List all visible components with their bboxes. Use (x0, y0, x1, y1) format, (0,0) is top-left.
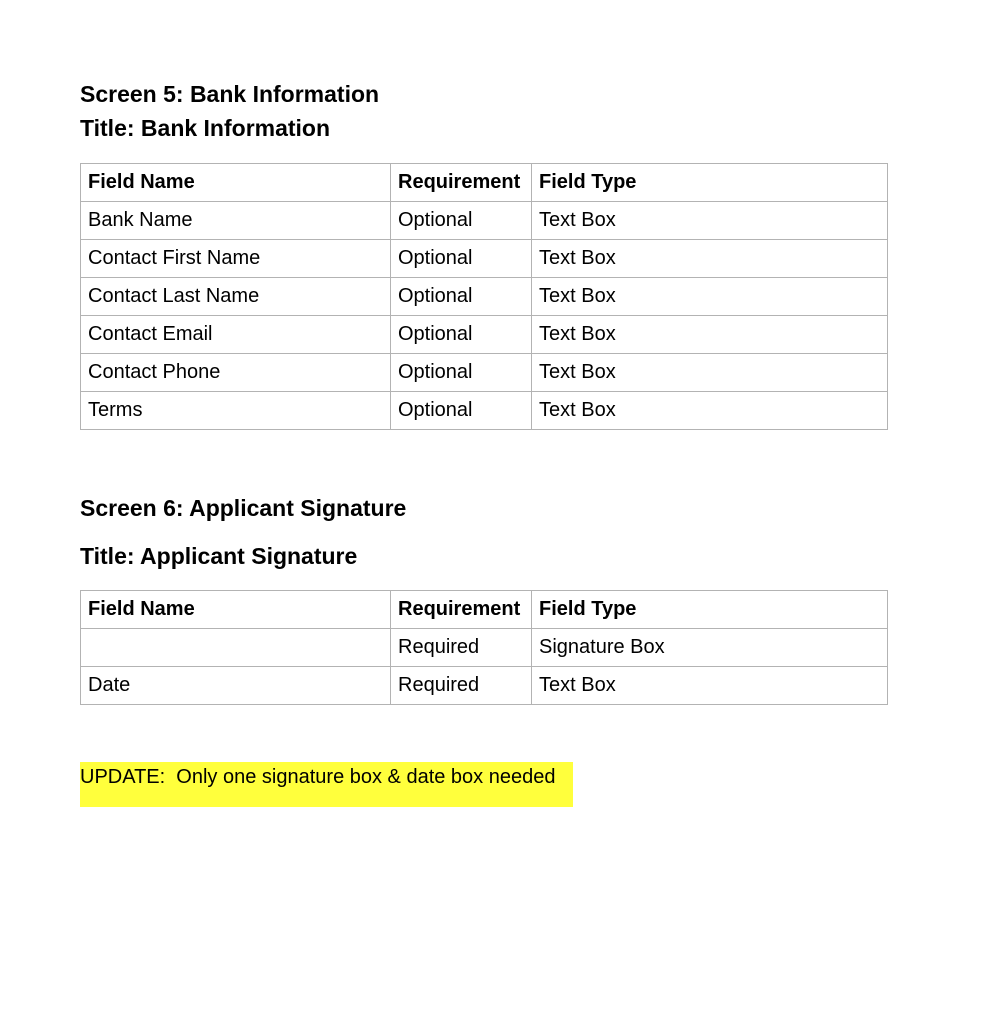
field-type-cell: Signature Box (532, 629, 888, 667)
field-name-cell: Contact First Name (81, 240, 391, 278)
field-name-cell: Contact Email (81, 316, 391, 354)
column-header-field-type: Field Type (532, 591, 888, 629)
field-type-cell: Text Box (532, 240, 888, 278)
field-type-cell: Text Box (532, 354, 888, 392)
table-row (81, 278, 888, 316)
column-header-requirement: Requirement (391, 591, 532, 629)
requirement-cell: Optional (391, 392, 532, 430)
column-header-field-type: Field Type (532, 164, 888, 202)
table-row (81, 667, 888, 705)
screen-5-heading: Screen 5: Bank Information (80, 81, 380, 107)
requirement-cell: Optional (391, 202, 532, 240)
requirement-cell: Optional (391, 240, 532, 278)
requirement-cell: Optional (391, 316, 532, 354)
field-name-cell (81, 629, 391, 667)
column-header-field-name: Field Name (81, 164, 391, 202)
field-name-cell: Contact Phone (81, 354, 391, 392)
column-header-requirement: Requirement (391, 164, 532, 202)
field-type-cell: Text Box (532, 278, 888, 316)
field-type-cell: Text Box (532, 392, 888, 430)
screen-6-heading: Screen 6: Applicant Signature (80, 495, 407, 521)
field-type-cell: Text Box (532, 316, 888, 354)
field-type-cell: Text Box (532, 202, 888, 240)
table-row (81, 240, 888, 278)
field-name-cell: Bank Name (81, 202, 391, 240)
table-header-row (81, 591, 888, 629)
column-header-field-name: Field Name (81, 591, 391, 629)
bank-information-table (80, 163, 888, 430)
requirement-cell: Required (391, 629, 532, 667)
field-type-cell: Text Box (532, 667, 888, 705)
screen-6-title-heading: Title: Applicant Signature (80, 543, 358, 569)
field-name-cell: Date (81, 667, 391, 705)
table-row (81, 629, 888, 667)
field-name-cell: Contact Last Name (81, 278, 391, 316)
screen-5-title-heading: Title: Bank Information (80, 115, 331, 141)
table-row (81, 354, 888, 392)
table-row (81, 202, 888, 240)
table-header-row (81, 164, 888, 202)
table-row (81, 316, 888, 354)
update-note-highlight: UPDATE: Only one signature box & date box needed (80, 762, 573, 807)
requirement-cell: Required (391, 667, 532, 705)
requirement-cell: Optional (391, 354, 532, 392)
requirement-cell: Optional (391, 278, 532, 316)
field-name-cell: Terms (81, 392, 391, 430)
applicant-signature-table (80, 590, 888, 705)
table-row (81, 392, 888, 430)
